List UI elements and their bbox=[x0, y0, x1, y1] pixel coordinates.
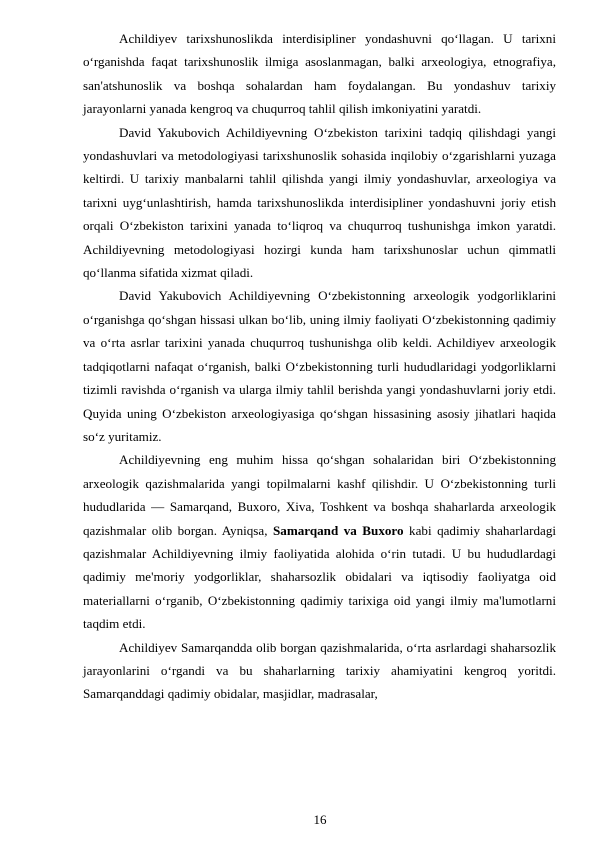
paragraph-4-bold-text: Samarqand va Buxoro bbox=[272, 522, 404, 538]
paragraph-4-text-after: kabi qadimiy shaharlardagi qazishmalar Achildiyevning ilmiy faoliyatida alohida o‘rin tutadi. U bu hududlardagi qadimiy me'moriy yodgorliklar, shaharsozlik obidalari va iqtisodiy faoliyatga oid materiallarni o‘rganib, O‘zbekistonning qadimiy tarixiga oid yangi ilmiy ma'lumotlarni taqdim etdi. bbox=[83, 522, 557, 632]
paragraph-3: David Yakubovich Achildiyevning O‘zbekistonning arxeologik yodgorliklarini o‘rganishga qo‘shgan hissasi ulkan bo‘lib, uning ilmiy faoliyati O‘zbekistonning qadimiy va o‘rta asrlar tarixini yanada chuqurroq tushunishga olib keldi. Achildiyev arxeologik tadqiqotlarni nafaqat o‘rganish, balki O‘zbekistonning turli hududlaridagi yodgorliklarni tizimli ravishda o‘rganish va ularga ilmiy tahlil berishda yangi yondashuvlarni joriy etdi. Quyida uning O‘zbekiston arxeologiyasiga qo‘shgan hissasining asosiy jihatlari haqida so‘z yuritamiz. bbox=[83, 288, 556, 444]
page-number: 16 bbox=[313, 812, 327, 827]
paragraph-1: Achildiyev tarixshunoslikda interdisipliner yondashuvni qo‘llagan. U tarixni o‘rganishda faqat tarixshunoslik ilmiga asoslanmagan, balki arxeologiya, etnografiya, san'atshunoslik va boshqa sohalardan ham foydalangan. Bu yondashuv tarixiy jarayonlarni yanada kengroq va chuqurroq tahlil qilish imkoniyatini yaratdi. bbox=[83, 31, 556, 117]
paragraph-2: David Yakubovich Achildiyevning O‘zbekiston tarixini tadqiq qilishdagi yangi yondashuvlari va metodologiyasi tarixshunoslik sohasida inqilobiy o‘zgarishlarni yuzaga keltirdi. U tarixiy manbalarni tahlil qilishda yangi ilmiy yondashuvlar, arxeologiya va tarixni uyg‘unlashtirish, hamda tarixshunoslikda interdisipliner yondashuvni joriy etish orqali O‘zbekiston tarixini yanada to‘liqroq va chuqurroq tushunishga imkon yaratdi. Achildiyevning metodologiyasi hozirgi kunda ham tarixshunoslar uchun qimmatli qo‘llanma sifatida xizmat qiladi. bbox=[83, 124, 556, 281]
body-text bbox=[83, 27, 556, 706]
paragraph-5: Achildiyev Samarqandda olib borgan qazishmalarida, o‘rta asrlardagi shaharsozlik jarayonlarini o‘rgandi va bu shaharlarning tarixiy ahamiyatini kengroq yoritdi. Samarqanddagi qadimiy obidalar, masjidlar, madrasalar, bbox=[83, 639, 556, 702]
paragraph-4-text-before: Achildiyevning eng muhim hissa qo‘shgan sohalaridan biri O‘zbekistonning arxeologik qazishmalarida yangi topilmalarni kashf qilishdir. U O‘zbekistonning turli hududlarida — Samarqand, Buxoro, Xiva, Toshkent va boshqa shaharlarda arxeologik qazishmalar olib borgan. Ayniqsa, bbox=[83, 452, 556, 538]
paragraph-4 bbox=[83, 448, 556, 635]
